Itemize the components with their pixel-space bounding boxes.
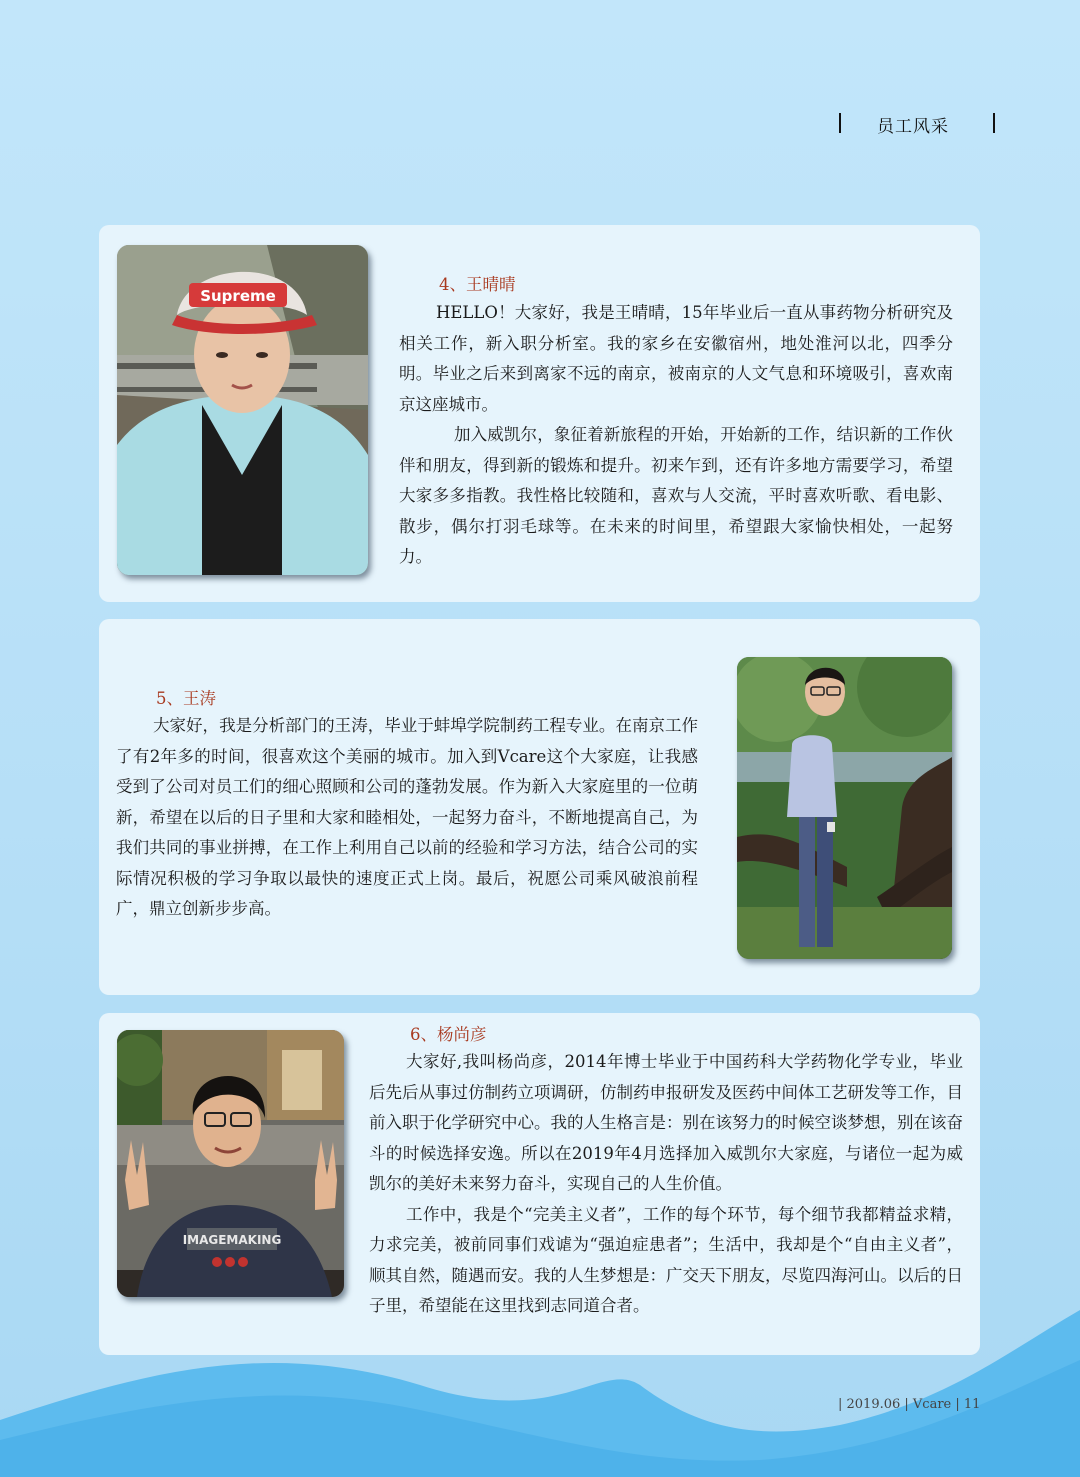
profile-card-3: [99, 1013, 980, 1355]
cap-logo: Supreme: [200, 287, 276, 305]
profile-bio: [399, 298, 953, 573]
profile-bio: [116, 711, 698, 925]
profile-card-2: [99, 619, 980, 995]
bio-paragraph: 加入威凯尔，象征着新旅程的开始，开始新的工作，结识新的工作伙伴和朋友，得到新的锻炼和提升。初来乍到，还有许多地方需要学习，希望大家多多指教。我性格比较随和，喜欢与人交流，平时喜欢听歌、看电影、散步，偶尔打羽毛球等。在未来的时间里，希望跟大家愉快相处，一起努力。: [399, 425, 953, 566]
profile-name: 6、杨尚彦: [410, 1025, 487, 1044]
bio-paragraph: HELLO！大家好，我是王晴晴，15年毕业后一直从事药物分析研究及相关工作，新入职分析室。我的家乡在安徽宿州，地处淮河以北，四季分明。毕业之后来到离家不远的南京，被南京的人文气息和环境吸引，喜欢南京这座城市。: [399, 303, 953, 414]
bio-paragraph: 大家好,我叫杨尚彦，2014年博士毕业于中国药科大学药物化学专业，毕业后先后从事过仿制药立项调研，仿制药申报研发及医药中间体工艺研发等工作，目前入职于化学研究中心。我的人生格言是：别在该努力的时候空谈梦想，别在该奋斗的时候选择安逸。所以在2019年4月选择加入威凯尔大家庭，与诸位一起为威凯尔的美好未来努力奋斗，实现自己的人生价值。: [369, 1052, 963, 1193]
profile-bio: [369, 1047, 963, 1322]
profile-photo: [117, 1030, 344, 1297]
shirt-print: IMAGEMAKING: [182, 1233, 282, 1247]
profile-photo: [737, 657, 952, 959]
profile-name: 4、王晴晴: [439, 275, 516, 294]
bio-paragraph: 工作中，我是个“完美主义者”，工作的每个环节，每个细节我都精益求精，力求完美，被前同事们戏谑为“强迫症患者”；生活中，我却是个“自由主义者”，顺其自然，随遇而安。我的人生梦想是：广交天下朋友，尽览四海河山。以后的日子里，希望能在这里找到志同道合者。: [369, 1204, 963, 1315]
profile-card-1: [99, 225, 980, 602]
header-divider-left: [839, 113, 841, 133]
profile-name: 5、王涛: [156, 689, 216, 708]
profile-photo: [117, 245, 368, 575]
section-header: [830, 110, 1010, 140]
section-title: 员工风采: [877, 117, 949, 137]
bio-paragraph: 大家好，我是分析部门的王涛，毕业于蚌埠学院制药工程专业。在南京工作了有2年多的时间，很喜欢这个美丽的城市。加入到Vcare这个大家庭，让我感受到了公司对员工们的细心照顾和公司的蓬勃发展。作为新入大家庭里的一位萌新，希望在以后的日子里和大家和睦相处，一起努力奋斗，不断地提高自己，为我们共同的事业拼搏，在工作上利用自己以前的经验和学习方法，结合公司的实际情况积极的学习争取以最快的速度正式上岗。最后，祝愿公司乘风破浪前程广，鼎立创新步步高。: [116, 716, 698, 918]
header-divider-right: [993, 113, 995, 133]
page-footer: | 2019.06 | Vcare | 11: [838, 1397, 981, 1412]
